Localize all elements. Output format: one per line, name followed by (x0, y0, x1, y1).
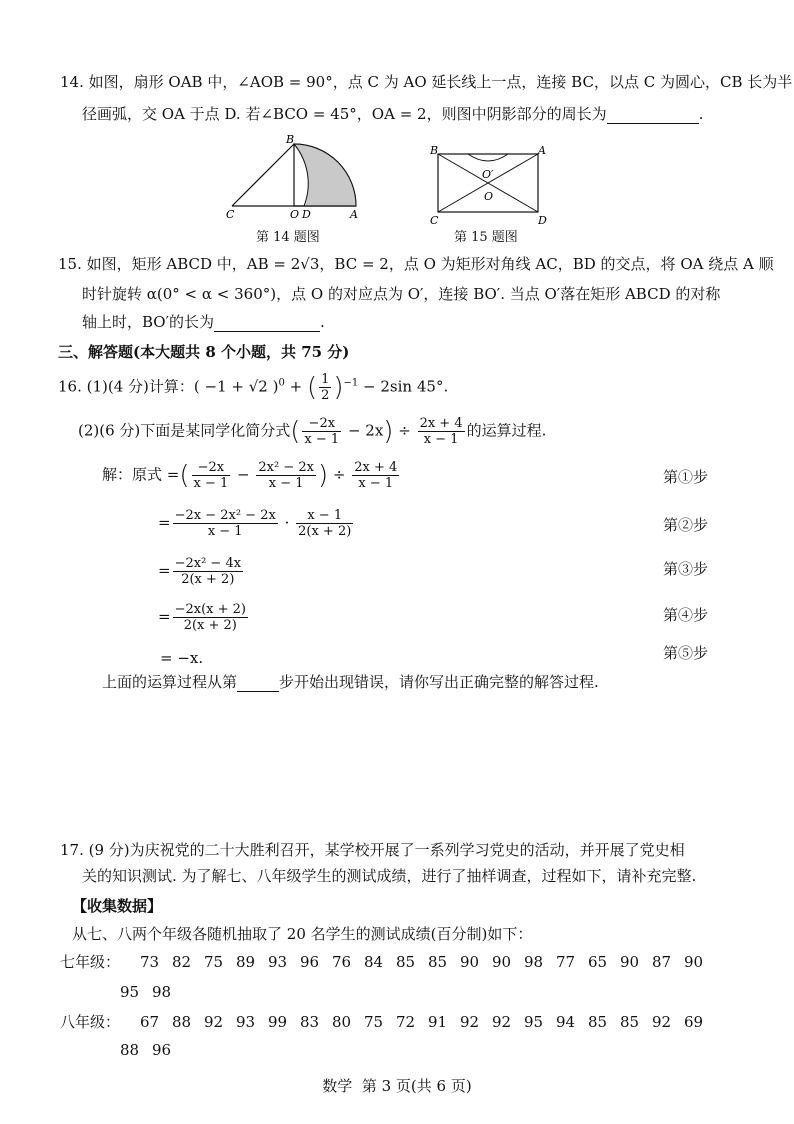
score-value: 76 (332, 953, 352, 971)
score-value: 90 (460, 953, 480, 971)
solution-step-2: = $\frac{\text{−2x − 2x² − 2x}}{x - 1}$ · $\frac{x - 1}{2(x + 2)}$ (158, 508, 352, 539)
step-label-1: 第①步 (663, 468, 709, 486)
label-o15: O (484, 190, 494, 203)
score-value: 80 (332, 1013, 352, 1031)
label-b15: B (430, 144, 439, 157)
q16-p1-plus: + (284, 377, 307, 396)
score-value: 98 (152, 983, 172, 1001)
label-d: D (302, 208, 311, 221)
score-value: 88 (172, 1013, 192, 1031)
q16-p1-suffix: − 2sin 45°. (358, 377, 449, 396)
solution-step-4: = $\frac{-2x(x + 2)}{2(x + 2)}$ (158, 602, 246, 633)
solution-step-5: = −x. (160, 649, 204, 667)
step-label-4: 第④步 (663, 606, 709, 624)
label-a: A (350, 208, 358, 221)
q14-answer-blank (607, 107, 699, 124)
label-a15: A (538, 144, 546, 157)
score-value: 85 (428, 953, 448, 971)
figure-14 (220, 134, 360, 226)
score-value: 95 (524, 1013, 544, 1031)
label-b: B (286, 134, 295, 146)
score-value: 82 (172, 953, 192, 971)
q16-p1-exp: −1 (343, 377, 359, 389)
q14-line2-text: 径画弧，交 OA 于点 D. 若∠BCO = 45°，OA = 2，则图中阴影部分的周长为 (82, 105, 607, 123)
score-value: 75 (204, 953, 224, 971)
q16-err-suffix: 步开始出现错误，请你写出正确完整的解答过程. (279, 673, 599, 691)
solution-label: 解：原式 = (102, 465, 180, 484)
step-label-5: 第⑤步 (663, 644, 709, 662)
score-value: 84 (364, 953, 384, 971)
score-value: 73 (140, 953, 160, 971)
q15-caption: 第 15 题图 (454, 230, 518, 245)
score-value: 85 (620, 1013, 640, 1031)
score-value: 96 (152, 1041, 172, 1059)
q16-err-prefix: 上面的运算过程从第 (102, 673, 238, 691)
q14-line2 (82, 104, 703, 124)
collect-data-heading: 【收集数据】 (72, 897, 163, 915)
q15-answer-blank (214, 315, 320, 332)
score-value: 90 (492, 953, 512, 971)
step-label-3: 第③步 (663, 560, 709, 578)
score-value: 89 (236, 953, 256, 971)
solution-step-1: 解：原式 =( $\frac{-2x}{x - 1}$ − $\frac{\text{2x² − 2x}}{x - 1}$ ) ÷ $\frac{2x + 4}{x - 1}$ (102, 460, 398, 491)
score-value: 88 (120, 1041, 140, 1059)
q15-line3-end: . (320, 313, 325, 331)
q15-line3-text: 轴上时，BO′的长为 (82, 313, 215, 331)
score-value: 87 (652, 953, 672, 971)
score-value: 93 (236, 1013, 256, 1031)
score-value: 83 (300, 1013, 320, 1031)
solution-step-3: = $\frac{\text{−2x² − 4x}}{2(x + 2)}$ (158, 556, 242, 587)
grade8-row2 (120, 1040, 184, 1060)
rotation-arc (468, 154, 508, 161)
step-label-2: 第②步 (663, 516, 709, 534)
label-c15: C (430, 214, 439, 227)
score-value: 69 (684, 1013, 704, 1031)
label-c: C (226, 208, 235, 221)
q15-line2: 时针旋转 α(0° < α < 360°)，点 O 的对应点为 O′，连接 BO′. 当点 O′落在矩形 ABCD 的对称 (82, 285, 721, 303)
grade7-label: 七年级： (60, 953, 121, 971)
score-value: 90 (620, 953, 640, 971)
page-footer: 数学 第 3 页(共 6 页) (322, 1077, 472, 1095)
score-value: 90 (684, 953, 704, 971)
segment-cb (232, 144, 294, 206)
q17-line2: 关的知识测试. 为了解七、八年级学生的测试成绩，进行了抽样调查，过程如下，请补充完整. (82, 867, 697, 885)
q16-p2-suffix: 的运算过程. (466, 421, 547, 440)
label-o: O (290, 208, 300, 221)
grade7-row2 (120, 982, 184, 1002)
score-value: 92 (204, 1013, 224, 1031)
score-value: 92 (652, 1013, 672, 1031)
score-value: 77 (556, 953, 576, 971)
grade8-label: 八年级： (60, 1013, 121, 1031)
q16-part1: 16. (1)(4 分)计算：( −1 + √2 )$^0$ + ( $\frac{1}{2}$ )$^{-1}$ − 2sin 45°. (58, 372, 449, 403)
q14-caption: 第 14 题图 (256, 230, 320, 245)
label-o-prime: O′ (482, 168, 494, 181)
q14-line2-end: . (698, 105, 704, 123)
grade7-row1 (60, 952, 716, 972)
q15-line3 (82, 312, 325, 332)
q16-p1-prefix: 16. (1)(4 分)计算：( −1 + √2 ) (58, 377, 279, 396)
shaded-region (294, 144, 356, 206)
q14-line1: 14. 如图，扇形 OAB 中，∠AOB = 90°，点 C 为 AO 延长线上一点，连接 BC，以点 C 为圆心，CB 长为半 (60, 73, 793, 91)
score-value: 91 (428, 1013, 448, 1031)
q16-step-blank (237, 675, 279, 692)
score-value: 99 (268, 1013, 288, 1031)
q16-p2-frac1: $\frac{-2x}{x - 1}$ (304, 416, 340, 447)
score-value: 93 (268, 953, 288, 971)
q16-p1-exp0: 0 (278, 377, 285, 389)
score-value: 72 (396, 1013, 416, 1031)
q16-error-statement (102, 672, 599, 692)
score-value: 92 (460, 1013, 480, 1031)
q16-part2: (2)(6 分)下面是某同学化简分式( $\frac{-2x}{x - 1}$ − 2x) ÷ $\frac{2x + 4}{x - 1}$ 的运算过程. (78, 416, 547, 447)
score-value: 85 (588, 1013, 608, 1031)
q15-line1: 15. 如图，矩形 ABCD 中，AB = 2√3，BC = 2，点 O 为矩形对角线 AC，BD 的交点，将 OA 绕点 A 顺 (58, 255, 774, 273)
score-value: 65 (588, 953, 608, 971)
score-value: 92 (492, 1013, 512, 1031)
q17-line1: 17. (9 分)为庆祝党的二十大胜利召开，某学校开展了一系列学习党史的活动，并开展了党史相 (60, 841, 685, 859)
score-value: 95 (120, 983, 140, 1001)
score-value: 75 (364, 1013, 384, 1031)
label-d15: D (538, 214, 547, 227)
q16-p2-frac2: $\frac{2x + 4}{x - 1}$ (419, 416, 463, 447)
score-value: 98 (524, 953, 544, 971)
figure-15 (428, 142, 548, 228)
score-value: 67 (140, 1013, 160, 1031)
q16-p1-half: $\frac{1}{2}$ (321, 372, 330, 403)
score-value: 94 (556, 1013, 576, 1031)
section-3-heading: 三、解答题(本大题共 8 个小题，共 75 分) (58, 343, 350, 361)
q16-p2-prefix: (2)(6 分)下面是某同学化简分式 (78, 421, 291, 440)
score-value: 85 (396, 953, 416, 971)
score-value: 96 (300, 953, 320, 971)
grade8-row1 (60, 1012, 716, 1032)
q17-intro: 从七、八两个年级各随机抽取了 20 名学生的测试成绩(百分制)如下： (72, 925, 533, 943)
